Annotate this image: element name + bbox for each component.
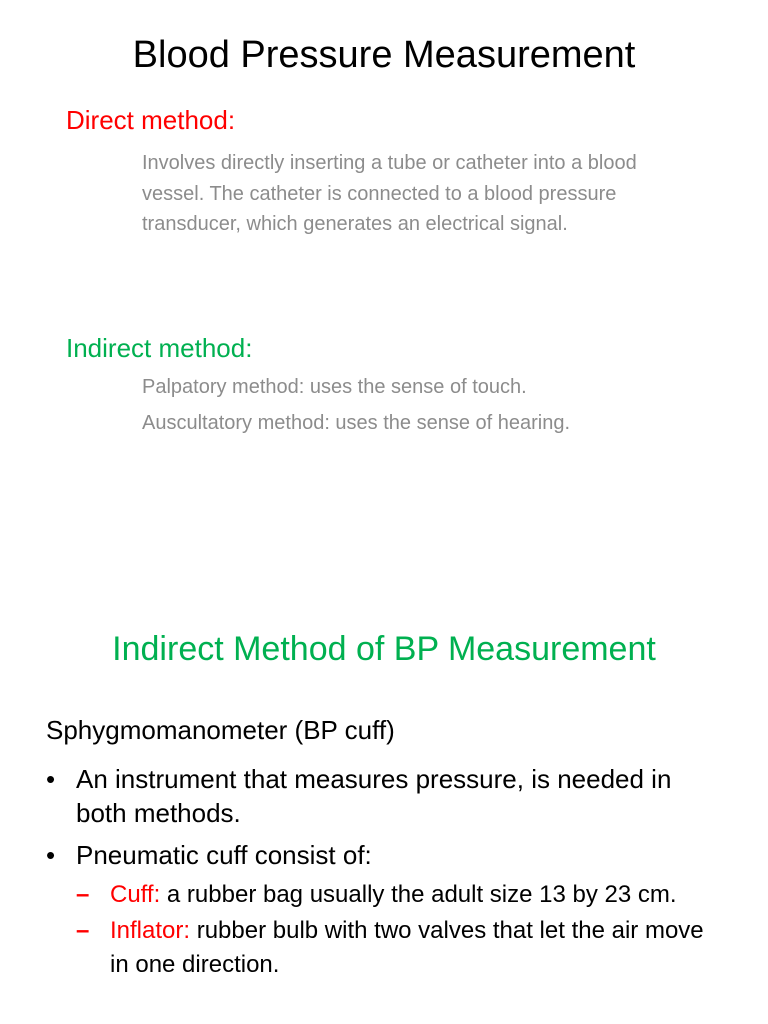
- slide-title: Indirect Method of BP Measurement: [112, 630, 656, 668]
- list-item: Auscultatory method: uses the sense of hearing.: [142, 412, 571, 434]
- indirect-method-heading: Indirect method:: [66, 333, 253, 363]
- slide-indirect-method: [0, 512, 768, 1024]
- slide-title: Blood Pressure Measurement: [132, 34, 636, 76]
- indirect-method-list: [142, 375, 570, 447]
- bullet-icon: •: [46, 840, 56, 870]
- direct-method-description: Involves directly inserting a tube or catheter into a blood vessel. The catheter is connected to a blood pressure transducer, which generates an electrical signal.: [142, 152, 637, 235]
- cuff-components-list: [76, 878, 726, 982]
- list-item: [76, 914, 726, 982]
- list-item: [76, 878, 726, 912]
- bullet-text: An instrument that measures pressure, is needed in both methods.: [76, 764, 672, 828]
- component-term: Inflator:: [110, 917, 191, 944]
- dash-icon: –: [76, 881, 90, 908]
- list-item: [46, 762, 726, 830]
- sphygmomanometer-subtitle: Sphygmomanometer (BP cuff): [46, 715, 395, 745]
- dash-icon: –: [76, 917, 90, 944]
- list-item: Palpatory method: uses the sense of touch.: [142, 376, 527, 398]
- bullet-list: [46, 762, 726, 990]
- component-description: rubber bulb with two valves that let the air move in one direction.: [110, 917, 704, 978]
- bullet-text: Pneumatic cuff consist of:: [76, 840, 372, 870]
- bullet-icon: •: [46, 764, 56, 794]
- direct-method-heading: Direct method:: [66, 105, 236, 135]
- component-description: a rubber bag usually the adult size 13 by 23 cm.: [160, 881, 677, 908]
- component-term: Cuff:: [110, 881, 161, 908]
- list-item: [46, 838, 726, 982]
